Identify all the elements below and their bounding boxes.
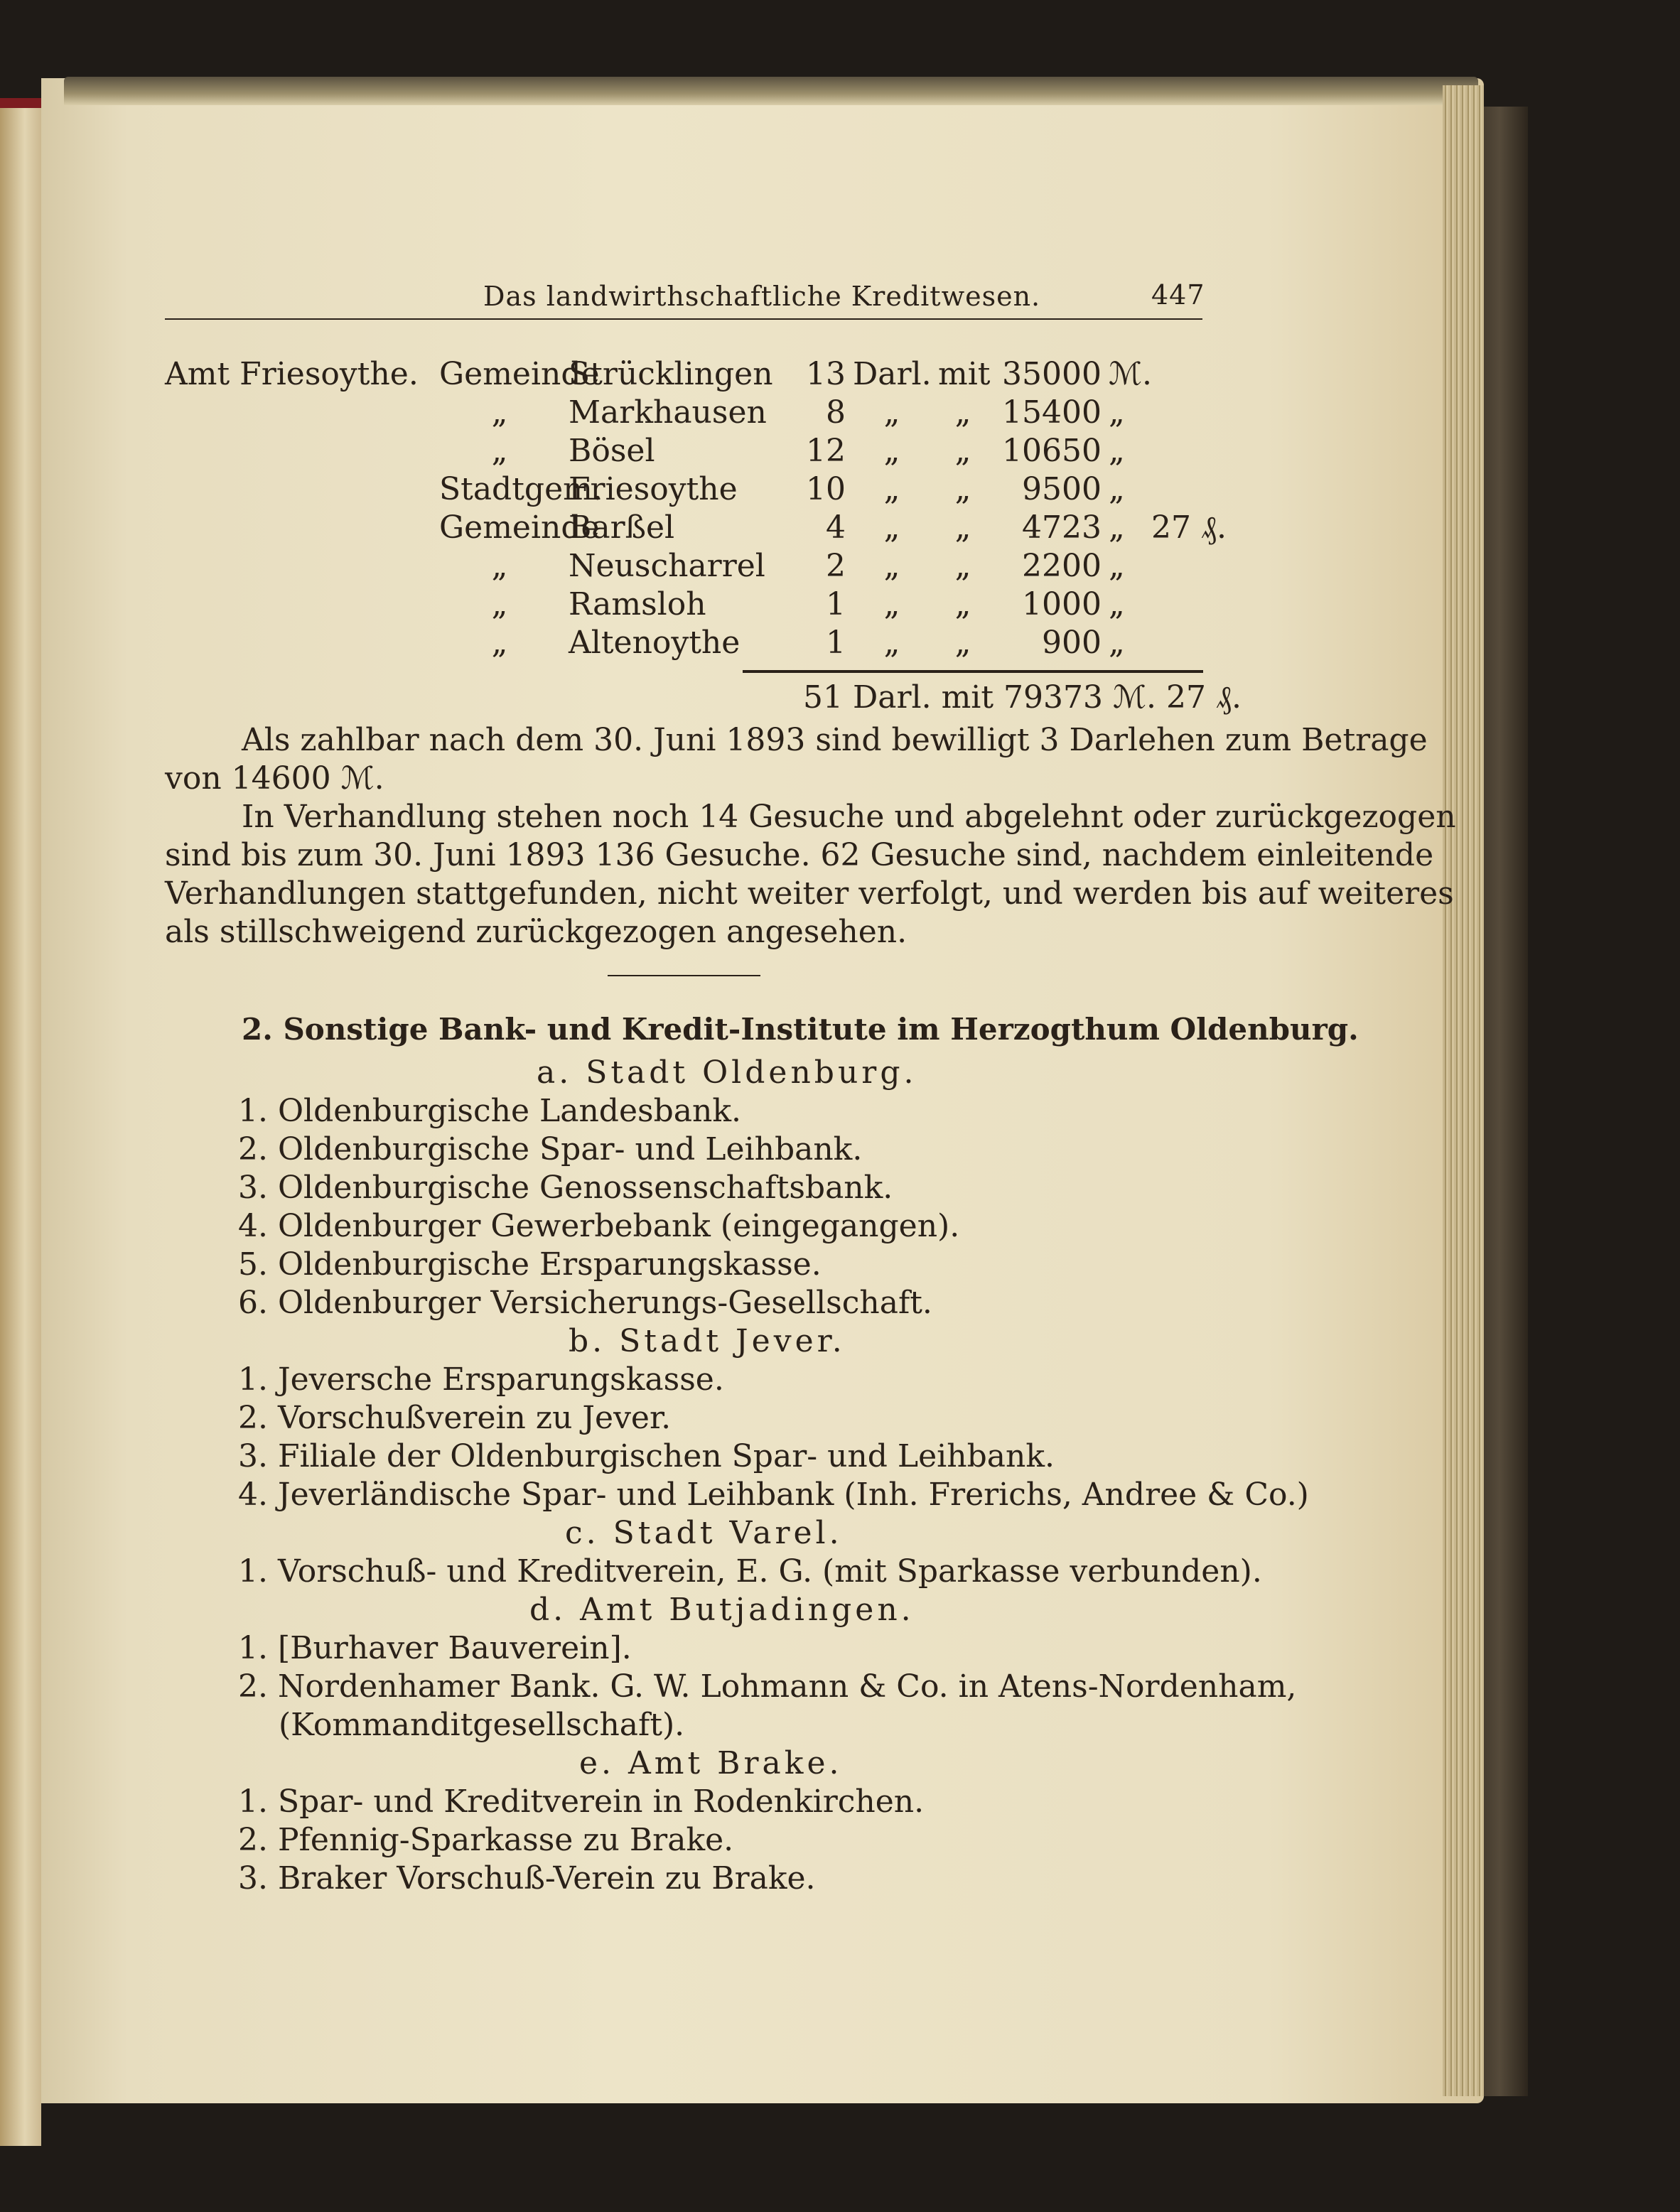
cell-place: Neuscharrel xyxy=(569,548,765,584)
cell-mit: mit xyxy=(938,356,991,392)
cell-unit: „ xyxy=(883,586,900,622)
list-item: 3. Filiale der Oldenburgischen Spar- und Leihbank. xyxy=(238,1438,1055,1474)
cell-mit: „ xyxy=(954,586,971,622)
list-item: 3. Braker Vorschuß-Verein zu Brake. xyxy=(238,1860,816,1897)
running-header: Das landwirthschaftliche Kreditwesen. xyxy=(483,281,1041,312)
cell-place: Strücklingen xyxy=(569,356,773,392)
cell-amount: 2200 xyxy=(1022,548,1102,584)
cell-count: 8 xyxy=(826,394,846,431)
cell-currency: „ xyxy=(1109,433,1125,469)
list-item: 5. Oldenburgische Ersparungskasse. xyxy=(238,1246,822,1283)
cell-amount: 900 xyxy=(1042,625,1102,661)
cell-unit: „ xyxy=(883,625,900,661)
cell-place: Bösel xyxy=(569,433,655,469)
list-item: 4. Jeverländische Spar- und Leihbank (Inh. Frerichs, Andree & Co.) xyxy=(238,1477,1309,1513)
sum-rule xyxy=(743,670,1203,673)
cell-unit: „ xyxy=(883,548,900,584)
page-number: 447 xyxy=(1151,279,1205,311)
cell-mit: „ xyxy=(954,433,971,469)
list-item: 1. Oldenburgische Landesbank. xyxy=(238,1093,741,1129)
list-item: 2. Vorschußverein zu Jever. xyxy=(238,1400,672,1436)
cell-amount: 15400 xyxy=(1002,394,1102,431)
list-item: 1. Jeversche Ersparungskasse. xyxy=(238,1361,724,1398)
cell-count: 1 xyxy=(826,625,846,661)
cell-mit: „ xyxy=(954,394,971,431)
list-item: 2. Oldenburgische Spar- und Leihbank. xyxy=(238,1131,863,1167)
table-total: 51 Darl. mit 79373 ℳ. 27 ₰. xyxy=(803,679,1242,716)
cell-amount: 9500 xyxy=(1022,471,1102,507)
cell-type: „ xyxy=(491,548,508,584)
cell-type: Gemeinde xyxy=(439,509,600,546)
cell-type: „ xyxy=(491,586,508,622)
page-top-edge xyxy=(64,77,1478,105)
paragraph-line: von 14600 ℳ. xyxy=(165,760,384,797)
cell-unit: „ xyxy=(883,394,900,431)
list-item: 6. Oldenburger Versicherungs-Gesellschaft. xyxy=(238,1285,932,1321)
page-stack-edge xyxy=(1443,85,1484,2096)
cell-mit: „ xyxy=(954,625,971,661)
paragraph-line: In Verhandlung stehen noch 14 Gesuche und abgelehnt oder zurückgezogen xyxy=(242,799,1456,835)
district-label: Amt Friesoythe. xyxy=(165,356,419,392)
paragraph-line: als stillschweigend zurückgezogen angesehen. xyxy=(165,914,908,950)
paragraph-line: Verhandlungen stattgefunden, nicht weiter verfolgt, und werden bis auf weiteres xyxy=(165,875,1454,912)
section-heading: 2. Sonstige Bank- und Kredit-Institute im Herzogthum Oldenburg. xyxy=(242,1012,1359,1047)
cell-place: Barßel xyxy=(569,509,675,546)
subsection-title: b. Stadt Jever. xyxy=(569,1323,846,1359)
cell-unit: „ xyxy=(883,471,900,507)
list-item: 2. Pfennig-Sparkasse zu Brake. xyxy=(238,1822,734,1858)
cell-unit: „ xyxy=(883,509,900,546)
cell-place: Friesoythe xyxy=(569,471,738,507)
cell-amount: 4723 xyxy=(1022,509,1102,546)
cell-currency: ℳ. xyxy=(1109,356,1153,392)
cell-currency: „ xyxy=(1109,394,1125,431)
list-item: 1. Spar- und Kreditverein in Rodenkirchen. xyxy=(238,1784,925,1820)
subsection-title: e. Amt Brake. xyxy=(579,1745,843,1781)
cell-amount: 1000 xyxy=(1022,586,1102,622)
cell-count: 2 xyxy=(826,548,846,584)
cell-currency: „ xyxy=(1109,548,1125,584)
list-item: 3. Oldenburgische Genossenschaftsbank. xyxy=(238,1170,893,1206)
left-page-edge xyxy=(0,99,41,2146)
list-item: (Kommanditgesellschaft). xyxy=(279,1707,685,1743)
cell-type: „ xyxy=(491,433,508,469)
cell-currency: „ xyxy=(1109,625,1125,661)
cell-mit: „ xyxy=(954,471,971,507)
list-item: 2. Nordenhamer Bank. G. W. Lohmann & Co. in Atens-Nordenham, xyxy=(238,1668,1297,1705)
cell-currency: „ xyxy=(1109,509,1125,546)
subsection-title: c. Stadt Varel. xyxy=(565,1515,843,1551)
list-item: 1. Vorschuß- und Kreditverein, E. G. (mit Sparkasse verbunden). xyxy=(238,1553,1262,1590)
cell-place: Ramsloh xyxy=(569,586,706,622)
paragraph-line: Als zahlbar nach dem 30. Juni 1893 sind bewilligt 3 Darlehen zum Betrage xyxy=(242,722,1428,758)
cell-amount: 10650 xyxy=(1002,433,1102,469)
cell-type: Stadtgem. xyxy=(439,471,603,507)
cell-count: 12 xyxy=(806,433,846,469)
cell-unit: Darl. xyxy=(853,356,932,392)
cell-amount: 35000 xyxy=(1002,356,1102,392)
paragraph-line: sind bis zum 30. Juni 1893 136 Gesuche. 62 Gesuche sind, nachdem einleitende xyxy=(165,837,1434,873)
cell-unit: „ xyxy=(883,433,900,469)
cell-mit: „ xyxy=(954,548,971,584)
subsection-title: d. Amt Butjadingen. xyxy=(529,1592,915,1628)
cell-count: 10 xyxy=(806,471,846,507)
cell-place: Altenoythe xyxy=(569,625,741,661)
subsection-title: a. Stadt Oldenburg. xyxy=(537,1054,917,1091)
cell-count: 13 xyxy=(806,356,846,392)
cell-count: 1 xyxy=(826,586,846,622)
cell-count: 4 xyxy=(826,509,846,546)
cell-type: Gemeinde xyxy=(439,356,600,392)
section-divider xyxy=(608,975,760,976)
cell-place: Markhausen xyxy=(569,394,767,431)
list-item: 4. Oldenburger Gewerbebank (eingegangen). xyxy=(238,1208,960,1244)
cell-currency: „ xyxy=(1109,471,1125,507)
cell-pf: 27 ₰. xyxy=(1151,509,1227,546)
list-item: 1. [Burhaver Bauverein]. xyxy=(238,1630,632,1666)
cell-type: „ xyxy=(491,625,508,661)
cell-type: „ xyxy=(491,394,508,431)
cell-currency: „ xyxy=(1109,586,1125,622)
header-rule xyxy=(165,318,1202,320)
cell-mit: „ xyxy=(954,509,971,546)
